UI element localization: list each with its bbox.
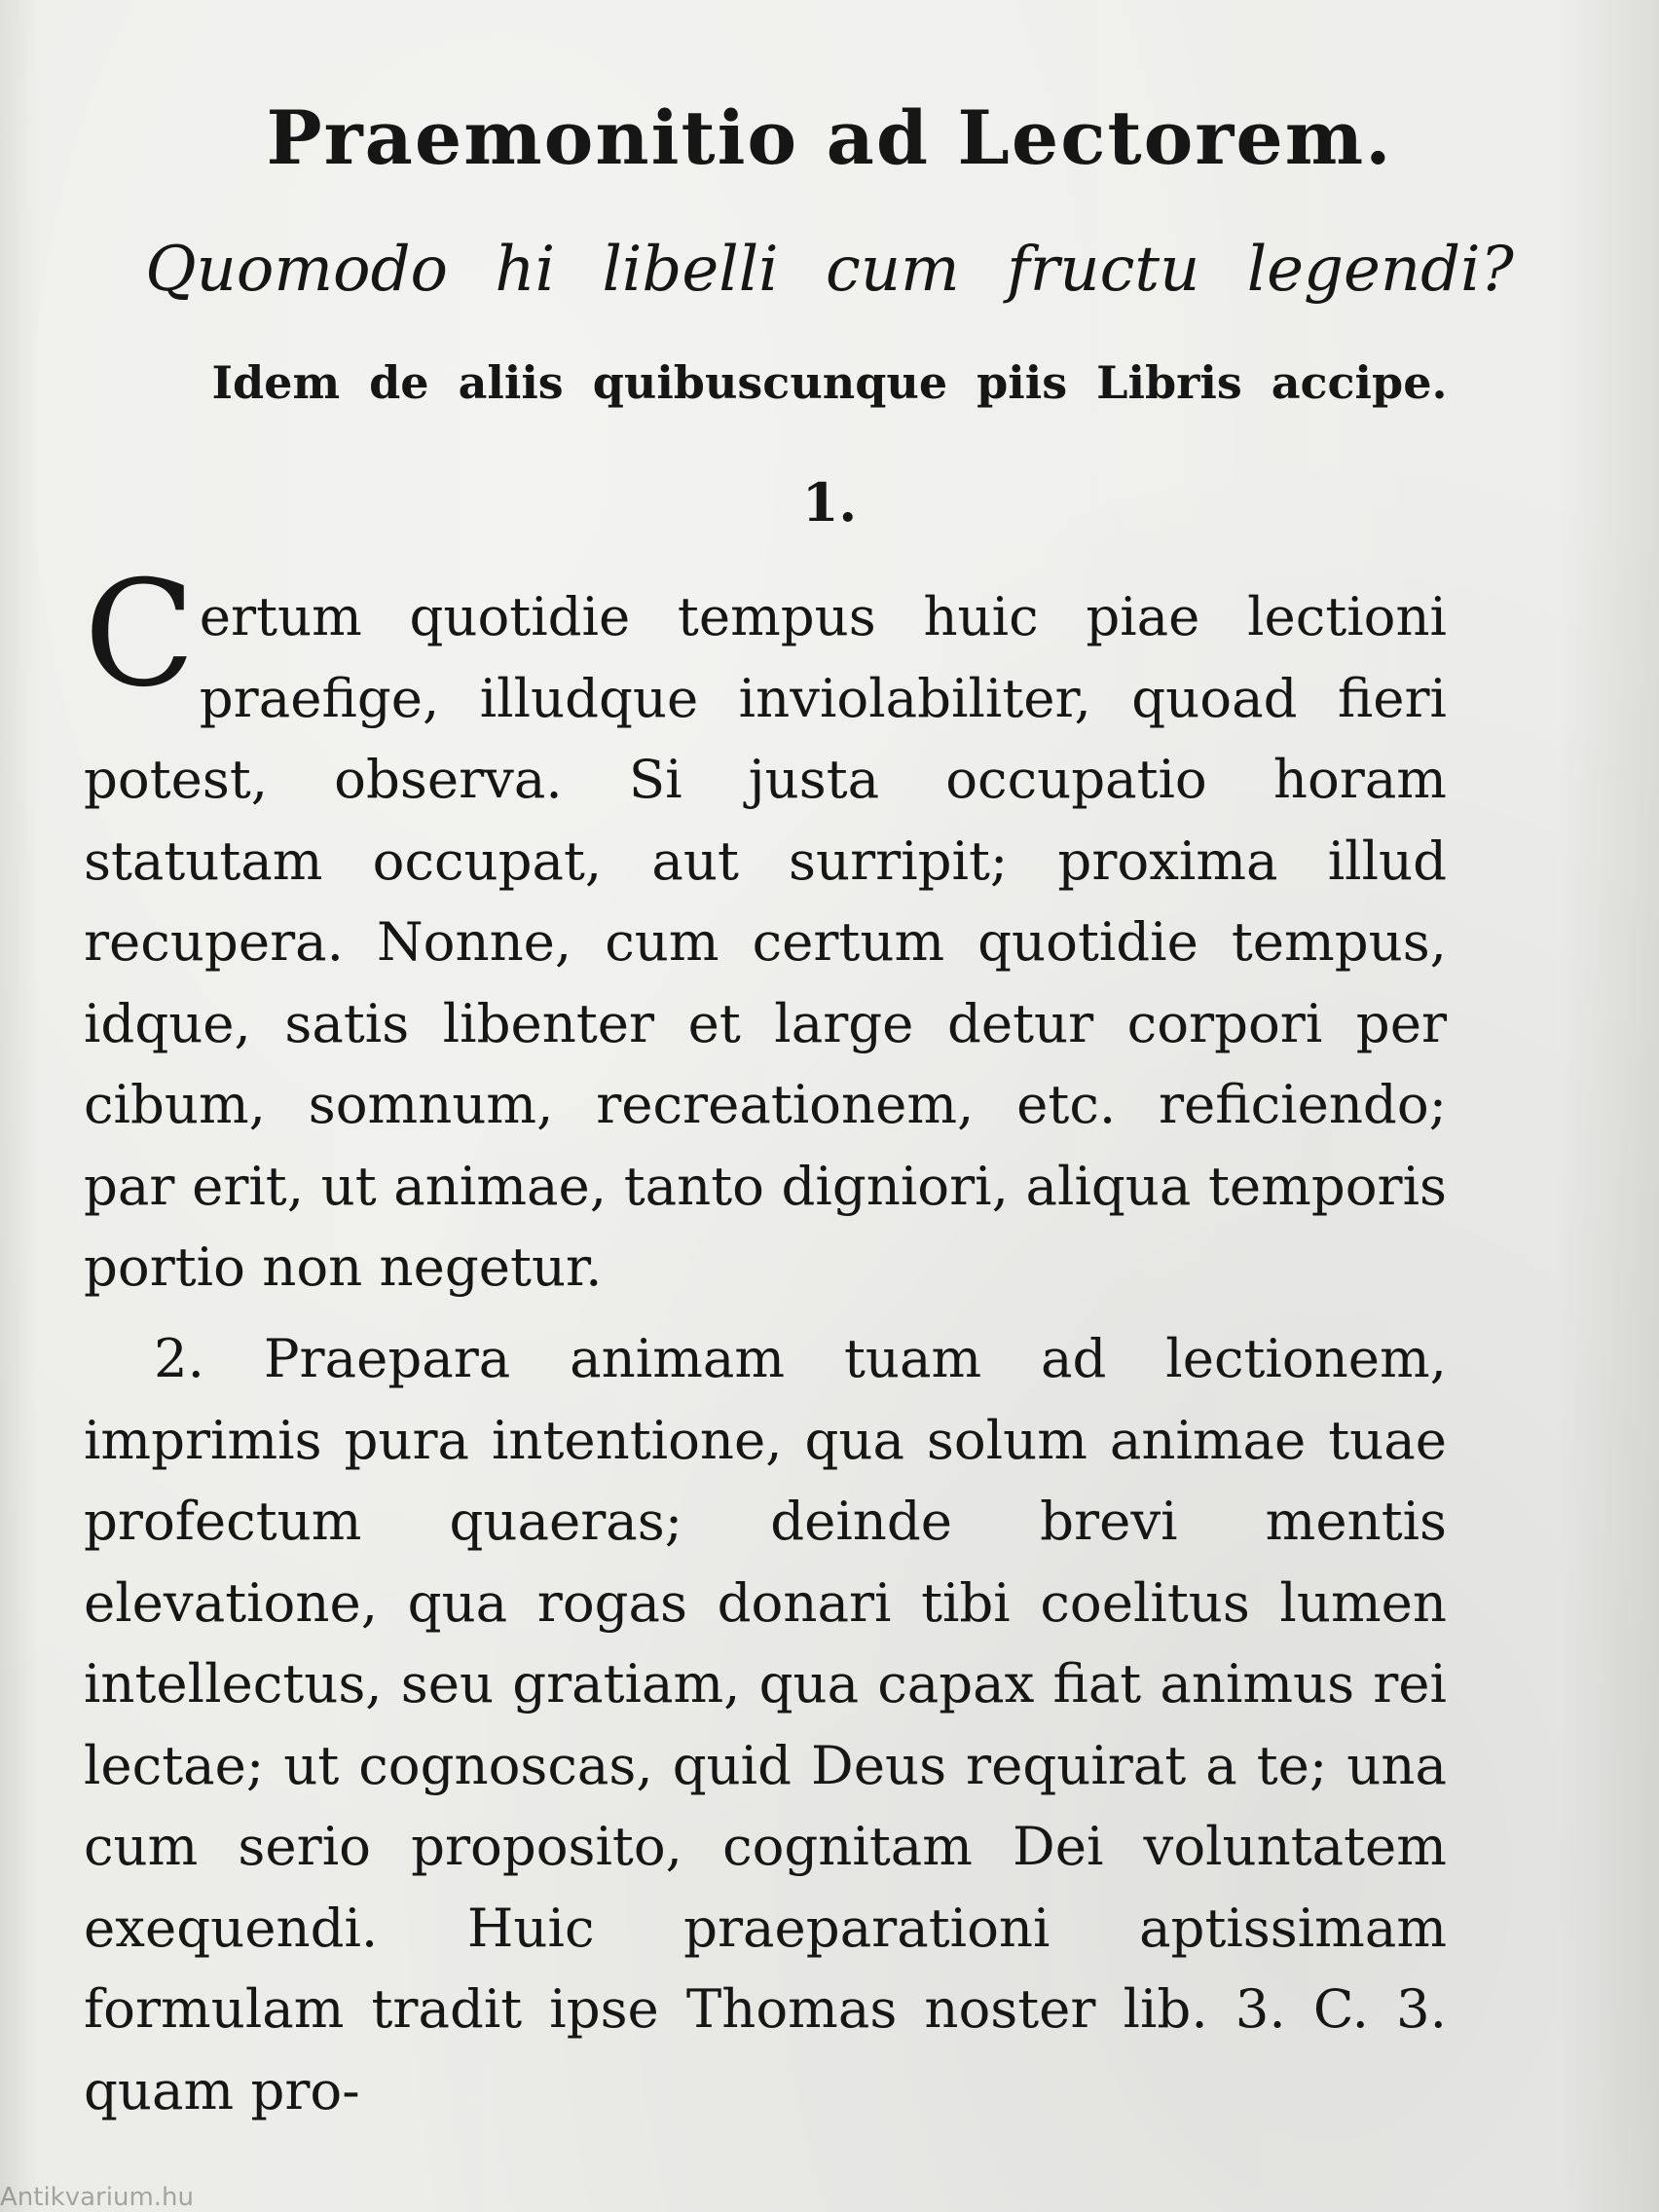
page-subtitle: Quomodo hi libelli cum fructu legendi?	[145, 234, 1514, 306]
paragraph-1	[84, 550, 1447, 1309]
page-subtitle-secondary: Idem de aliis quibuscunque piis Libris accipe.	[211, 356, 1448, 409]
drop-cap: C	[84, 550, 196, 719]
watermark: Antikvarium.hu	[0, 2183, 194, 2212]
paragraph-1-text: ertum quotidie tempus huic piae lectioni praefige, illudque inviolabiliter, quoad fieri potest, observa. Si justa occupatio horam statutam occupat, aut surripit; proxima illud recupera. Nonne, cum certum quotidie tempus, idque, satis libenter et large detur corpori per cibum, somnum, recreationem, etc. reficiendo; par erit, ut animae, tanto digniori, aliqua temporis portio non negetur.	[84, 585, 1447, 1298]
page-title: Praemonitio ad Lectorem.	[266, 94, 1393, 181]
section-number: 1.	[801, 471, 858, 534]
paragraph-2: 2. Praepara animam tuam ad lectionem, imprimis pura intentione, qua solum animae tuae profectum quaeras; deinde brevi mentis elevatione, qua rogas donari tibi coelitus lumen intellectus, seu gratiam, qua capax fiat animus rei lectae; ut cognoscas, quid Deus requirat a te; una cum serio proposito, cognitam Dei voluntatem exequendi. Huic praeparationi aptissimam formulam tradit ipse Thomas noster lib. 3. C. 3. quam pro-	[84, 1327, 1447, 2121]
